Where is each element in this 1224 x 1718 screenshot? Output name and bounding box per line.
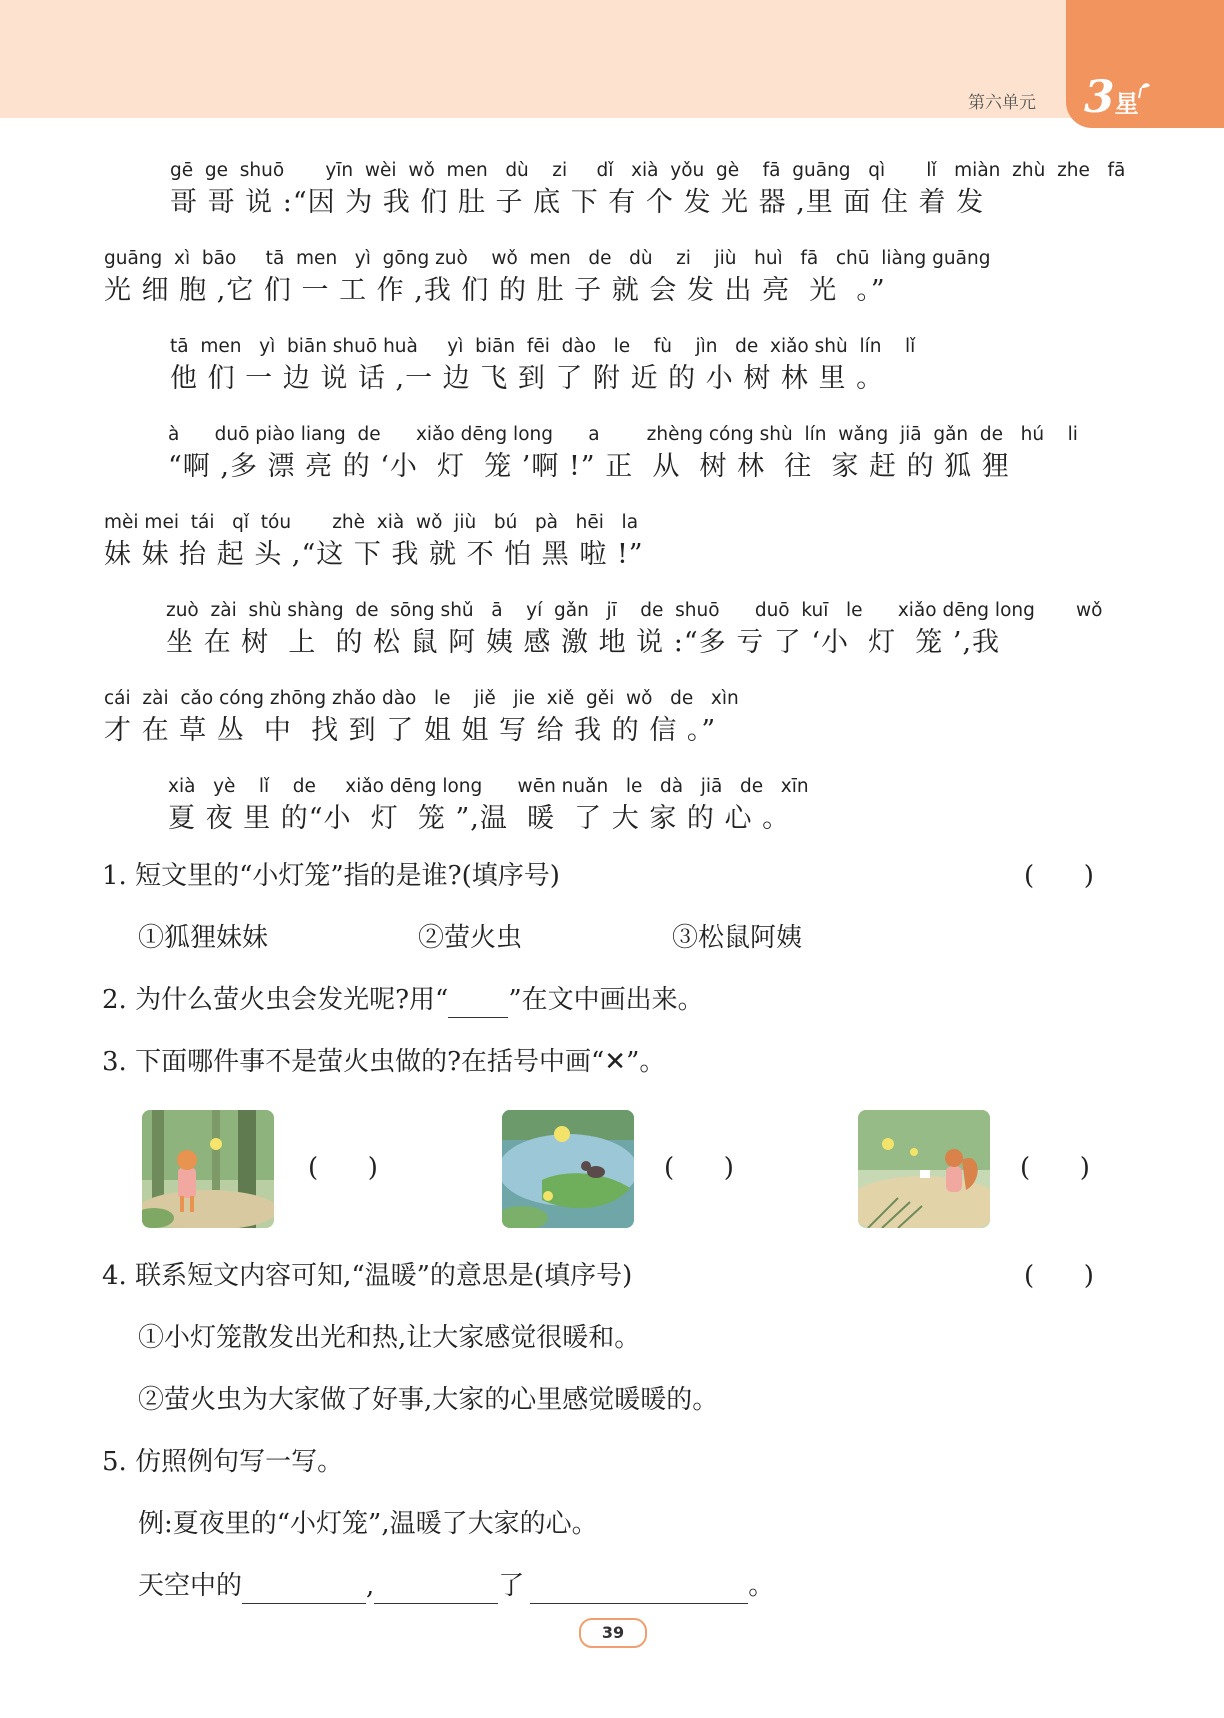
question-1: 1. 短文里的“小灯笼”指的是谁?(填序号): [102, 861, 560, 891]
passage-line-6: [166, 598, 1102, 662]
text-line: 光 细 胞 ,它 们 一 工 作 ,我 们 的 肚 子 就 会 发 出 亮 光 。”: [104, 275, 886, 306]
text-line: “啊 ,多 漂 亮 的 ‘小 灯 笼 ’啊 !” 正 从 树 林 往 家 赶 的 狐 狸: [168, 451, 1010, 482]
pinyin-line: zuò zài shù shàng de sōng shǔ ā yí gǎn jī de shuō duō kuī le xiǎo dēng long wǒ: [166, 600, 1103, 621]
q1-option-3: ③松鼠阿姨: [672, 923, 803, 953]
text-line: 才 在 草 丛 中 找 到 了 姐 姐 写 给 我 的 信 。”: [104, 715, 717, 746]
passage-line-3: [170, 334, 915, 398]
q5-example: 例:夏夜里的“小灯笼”,温暖了大家的心。: [138, 1509, 598, 1539]
pinyin-line: tā men yì biān shuō huà yì biān fēi dào le fù jìn de xiǎo shù lín lǐ: [170, 336, 916, 357]
question-4: 4. 联系短文内容可知,“温暖”的意思是(填序号): [102, 1261, 633, 1291]
passage-line-8: [168, 774, 809, 838]
q4-option-2: ②萤火虫为大家做了好事,大家的心里感觉暖暖的。: [138, 1385, 719, 1415]
star-level-number: 3: [1084, 72, 1115, 123]
answer-paren-image-2[interactable]: ( ): [664, 1153, 734, 1183]
star-level-word: 星: [1114, 89, 1139, 118]
text-line: 哥 哥 说 :“因 为 我 们 肚 子 底 下 有 个 发 光 器 ,里 面 住 着 发: [170, 187, 985, 218]
question-5: 5. 仿照例句写一写。: [102, 1447, 344, 1477]
passage-line-2: [104, 246, 990, 310]
q2-text-before: 2. 为什么萤火虫会发光呢?用“: [102, 985, 449, 1015]
text-line: 坐 在 树 上 的 松 鼠 阿 姨 感 激 地 说 :“多 亏 了 ‘小 灯 笼 ’,我: [166, 627, 1001, 658]
answer-paren-image-1[interactable]: ( ): [308, 1153, 378, 1183]
answer-paren-q1[interactable]: ( ): [1024, 861, 1094, 891]
pinyin-line: à duō piào liang de xiǎo dēng long a zhèng cóng shù lín wǎng jiā gǎn de hú li: [168, 424, 1078, 445]
fill-blank-2[interactable]: [374, 1577, 498, 1604]
header-band: [0, 0, 1224, 118]
q5-end: 。: [748, 1571, 775, 1601]
underline-sample: [448, 991, 508, 1018]
text-line: 妹 妹 抬 起 头 ,“这 下 我 就 不 怕 黑 啦 !”: [104, 539, 644, 570]
answer-paren-image-3[interactable]: ( ): [1020, 1153, 1090, 1183]
passage-line-4: [168, 422, 1078, 486]
fox-in-forest-image: [142, 1110, 274, 1228]
q5-le: 了: [498, 1571, 525, 1601]
q5-fill-line: [138, 1568, 774, 1604]
q5-comma: ,: [366, 1571, 375, 1601]
ant-on-leaf-image: [502, 1110, 634, 1228]
question-3: 3. 下面哪件事不是萤火虫做的?在括号中画“✕”。: [102, 1047, 666, 1077]
passage-line-5: [104, 510, 644, 574]
pinyin-line: gē ge shuō yīn wèi wǒ men dù zi dǐ xià yǒu gè fā guāng qì lǐ miàn zhù zhe fā: [170, 160, 1126, 181]
star-level-label: [1084, 72, 1139, 123]
passage-line-1: [170, 158, 1125, 222]
passage-line-7: [104, 686, 739, 750]
q2-text-after: ”在文中画出来。: [508, 985, 704, 1015]
q1-option-2: ②萤火虫: [418, 923, 523, 953]
pinyin-line: cái zài cǎo cóng zhōng zhǎo dào le jiě jie xiě gěi wǒ de xìn: [104, 688, 739, 709]
answer-paren-q4[interactable]: ( ): [1024, 1261, 1094, 1291]
question-2: [102, 982, 704, 1018]
text-line: 夏 夜 里 的“小 灯 笼 ”,温 暖 了 大 家 的 心 。: [168, 803, 791, 834]
q1-option-1: ①狐狸妹妹: [138, 923, 269, 953]
q4-option-1: ①小灯笼散发出光和热,让大家感觉很暖和。: [138, 1323, 641, 1353]
fill-blank-3[interactable]: [530, 1577, 748, 1604]
page-number: 39: [579, 1618, 647, 1648]
pinyin-line: xià yè lǐ de xiǎo dēng long wēn nuǎn le dà jiā de xīn: [168, 776, 809, 797]
q5-start: 天空中的: [138, 1571, 243, 1601]
squirrel-with-letter-image: [858, 1110, 990, 1228]
text-line: 他 们 一 边 说 话 ,一 边 飞 到 了 附 近 的 小 树 林 里 。: [170, 363, 885, 394]
unit-label: 第六单元: [968, 93, 1036, 113]
seedling-icon: [1134, 80, 1152, 100]
pinyin-line: mèi mei tái qǐ tóu zhè xià wǒ jiù bú pà hēi la: [104, 512, 639, 533]
pinyin-line: guāng xì bāo tā men yì gōng zuò wǒ men de dù zi jiù huì fā chū liàng guāng: [104, 248, 991, 269]
fill-blank-1[interactable]: [242, 1577, 366, 1604]
